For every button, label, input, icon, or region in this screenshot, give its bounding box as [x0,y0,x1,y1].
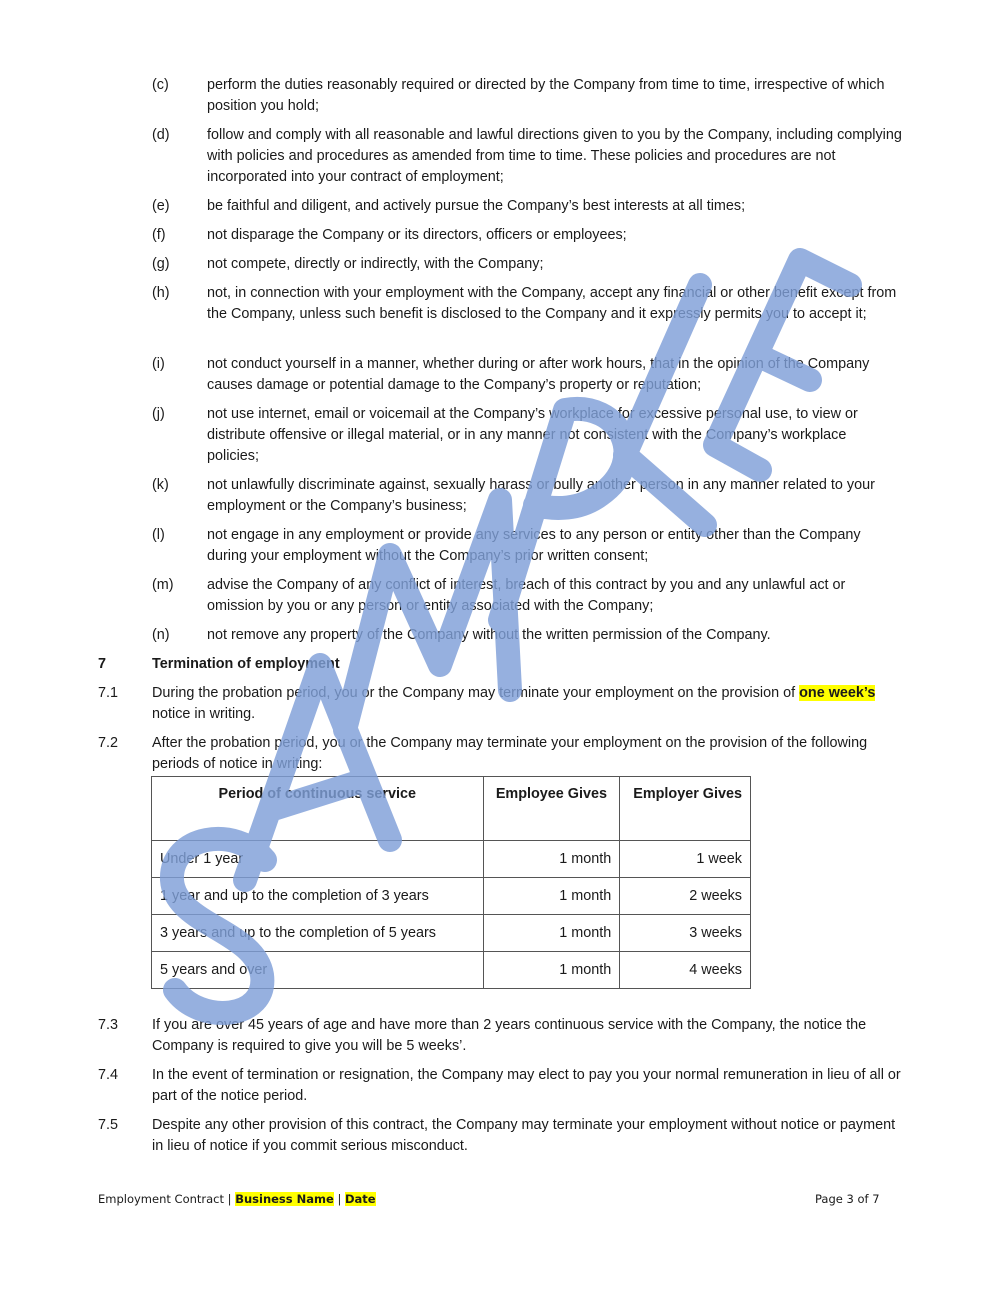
footer-date: Date [344,1192,376,1206]
clause-text: After the probation period, you or the Company may terminate your employment on the provision of the following periods of notice in writing: [152,735,868,772]
item-number: (m) [152,577,174,593]
section-title: Termination of employment [152,656,340,672]
clause-text [152,683,902,725]
footer-business-name: Business Name [235,1192,334,1206]
section-number: 7 [98,656,107,672]
clause-text-after: notice in writing. [152,706,256,722]
item-text: not, in connection with your employment with the Company, accept any financial or other benefit except from the Company, unless such benefit is disclosed to the Company and it expressly permits you to accept it; [207,285,897,322]
table-cell-period: 5 years and over [152,952,484,989]
item-number: (e) [152,198,170,214]
item-number: (n) [152,627,170,643]
item-text: be faithful and diligent, and actively pursue the Company’s best interests at all times; [207,198,746,214]
clause-text: In the event of termination or resignation, the Company may elect to pay you your normal remuneration in lieu of all or part of the notice period. [152,1067,901,1104]
table-cell-employee: 1 month [483,915,620,952]
footer-separator: | [333,1192,345,1206]
highlighted-notice-period: one week’s [799,685,876,701]
item-text: not remove any property of the Company without the written permission of the Company. [207,627,771,643]
item-number: (f) [152,227,166,243]
table-header-row [152,777,751,841]
table-cell-employer: 4 weeks [620,952,751,989]
clause-number: 7.2 [98,735,119,751]
item-number: (j) [152,406,165,422]
table-row [152,878,751,915]
table-row [152,841,751,878]
table-cell-period: 3 years and up to the completion of 5 years [152,915,484,952]
item-text: follow and comply with all reasonable and lawful directions given to you by the Company, including complying with policies and procedures as amended from time to time. These policies and procedures are not incorporated into your contract of employment; [207,127,902,185]
item-number: (i) [152,356,165,372]
item-text: not conduct yourself in a manner, whether during or after work hours, that in the opinion of the Company causes damage or potential damage to the Company’s property or reputation; [207,356,870,393]
table-cell-employer: 3 weeks [620,915,751,952]
table-cell-employee: 1 month [483,841,620,878]
item-text: not use internet, email or voicemail at the Company’s workplace for excessive personal use, to view or distribute offensive or illegal material, or in any manner not consistent with the Company’s workplace policies; [207,406,858,464]
table-row [152,915,751,952]
clause-text: Despite any other provision of this contract, the Company may terminate your employment without notice or payment in lieu of notice if you commit serious misconduct. [152,1117,896,1154]
column-header-employee: Employee Gives [483,777,620,841]
table-cell-period: 1 year and up to the completion of 3 years [152,878,484,915]
item-text: not disparage the Company or its directors, officers or employees; [207,227,627,243]
clause-text: If you are over 45 years of age and have more than 2 years continuous service with the Company, the notice the Company is required to give you will be 5 weeks’. [152,1017,867,1054]
table-row [152,952,751,989]
table-cell-employee: 1 month [483,952,620,989]
table-cell-period: Under 1 year [152,841,484,878]
item-text: perform the duties reasonably required or directed by the Company from time to time, irrespective of which position you hold; [207,77,885,114]
page-number: Page 3 of 7 [815,1192,880,1206]
notice-period-table [151,776,751,989]
item-text: not unlawfully discriminate against, sexually harass or bully another person in any manner related to your employment or the Company’s business; [207,477,875,514]
item-number: (d) [152,127,170,143]
item-number: (c) [152,77,169,93]
column-header-employer: Employer Gives [620,777,751,841]
item-text: not compete, directly or indirectly, with the Company; [207,256,544,272]
column-header-period: Period of continuous service [152,777,484,841]
clause-number: 7.4 [98,1067,119,1083]
clause-text-before: During the probation period, you or the Company may terminate your employment on the provision of [152,685,800,701]
clause-number: 7.1 [98,685,119,701]
item-number: (k) [152,477,169,493]
clause-number: 7.3 [98,1017,119,1033]
table-cell-employer: 2 weeks [620,878,751,915]
table-cell-employee: 1 month [483,878,620,915]
clause-number: 7.5 [98,1117,119,1133]
item-text: advise the Company of any conflict of interest, breach of this contract by you and any unlawful act or omission by you or any person or entity associated with the Company; [207,577,846,614]
table-cell-employer: 1 week [620,841,751,878]
item-number: (h) [152,285,170,301]
item-number: (g) [152,256,170,272]
item-text: not engage in any employment or provide any services to any person or entity other than the Company during your employment without the Company’s prior written consent; [207,527,861,564]
footer-prefix: Employment Contract | [98,1192,236,1206]
page-footer [98,1189,376,1210]
item-number: (l) [152,527,165,543]
